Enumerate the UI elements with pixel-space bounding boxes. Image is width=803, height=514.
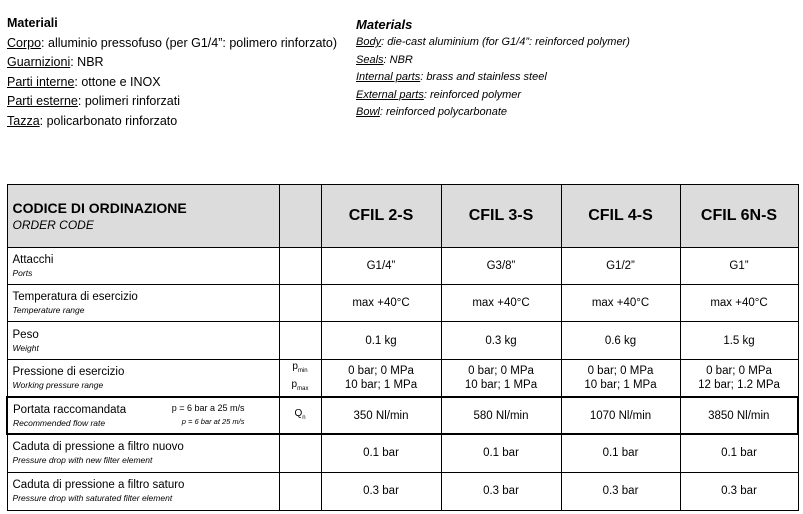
table-row-drop-new [7,434,798,472]
row-label: Temperatura di esercizio Temperature range [7,285,279,322]
materials-en-line: External parts: reinforced polymer [356,88,522,101]
table-cell: 0.3 bar [561,472,680,510]
row-label: Pressione di esercizio Working pressure range [7,360,279,398]
table-cell: 0.3 bar [441,472,561,510]
materials-it-line: Tazza: policarbonato rinforzato [7,113,178,128]
table-cell: max +40°C [441,285,561,322]
table-cell: G1/2” [561,248,680,285]
row-label: Caduta di pressione a filtro nuovo Pressure drop with new filter element [7,434,279,472]
materials-it-line: Parti esterne: polimeri rinforzati [7,94,180,108]
symbol-cell [279,285,321,322]
row-label: Caduta di pressione a filtro saturo Pressure drop with saturated filter element [7,472,279,510]
materials-italian [7,14,337,131]
row-label: Peso Weight [7,322,279,360]
product-code: CFIL 6N-S [680,185,798,248]
order-code-label: CODICE DI ORDINAZIONE ORDER CODE [7,185,279,248]
table-row-flow [7,397,798,434]
table-cell: max +40°C [680,285,798,322]
materials-en-line: Seals: NBR [356,53,413,66]
product-code: CFIL 3-S [441,185,561,248]
product-code: CFIL 2-S [321,185,441,248]
table-cell: 0.1 bar [441,434,561,472]
table-cell: 580 Nl/min [441,397,561,434]
table-cell: 0 bar; 0 MPa 12 bar; 1.2 MPa [680,360,798,398]
table-row-drop-saturated [7,472,798,510]
table-cell: 0 bar; 0 MPa 10 bar; 1 MPa [561,360,680,398]
pressure-symbols: $p_{min}$ $p_{max}$ [279,360,321,398]
table-cell: max +40°C [561,285,680,322]
table-cell: 0.1 bar [561,434,680,472]
table-cell: 1.5 kg [680,322,798,360]
ordering-table [6,184,799,511]
table-row-ports [7,248,798,285]
table-cell: 0 bar; 0 MPa 10 bar; 1 MPa [441,360,561,398]
table-cell: 3850 Nl/min [680,397,798,434]
materials-it-line: Corpo: alluminio pressofuso (per G1/4”: polimero rinforzato) [7,35,338,50]
table-cell: G1/4” [321,248,441,285]
materials-it-line: Parti interne: ottone e INOX [7,74,161,89]
materials-en-title: Materials [356,17,413,32]
symbol-cell [279,434,321,472]
table-row-pressure [7,360,798,398]
table-cell: 0.3 bar [680,472,798,510]
table-cell: 0.3 kg [441,322,561,360]
materials-en-line: Bowl: reinforced polycarbonate [356,106,508,118]
table-cell: 0.1 bar [680,434,798,472]
row-label: Portata raccomandata p = 6 bar a 25 m/s Recommended flow rate p = 6 bar at 25 m/s [7,397,279,434]
materials-it-title: Materiali [7,16,58,30]
symbol-cell [279,322,321,360]
table-cell: 0.1 kg [321,322,441,360]
table-row-weight [7,322,798,360]
table-cell: max +40°C [321,285,441,322]
table-header-row [7,185,798,248]
table-cell: 0.6 kg [561,322,680,360]
table-cell: 0.1 bar [321,434,441,472]
materials-en-line: Body: die-cast aluminium (for G1/4”: reinforced polymer) [356,36,630,48]
materials-en-line: Internal parts: brass and stainless steel [356,71,547,83]
materials-it-line: Guarnizioni: NBR [7,55,104,69]
symbol-cell [279,248,321,285]
flow-symbol: $Q_n$ [279,397,321,434]
materials-english [356,16,630,122]
row-label: Attacchi Ports [7,248,279,285]
table-cell: 1070 Nl/min [561,397,680,434]
symbol-cell [279,472,321,510]
table-row-temperature [7,285,798,322]
header-empty-cell [279,185,321,248]
table-cell: G3/8” [441,248,561,285]
table-cell: 0.3 bar [321,472,441,510]
table-cell: 0 bar; 0 MPa 10 bar; 1 MPa [321,360,441,398]
table-cell: 350 Nl/min [321,397,441,434]
table-cell: G1” [680,248,798,285]
product-code: CFIL 4-S [561,185,680,248]
